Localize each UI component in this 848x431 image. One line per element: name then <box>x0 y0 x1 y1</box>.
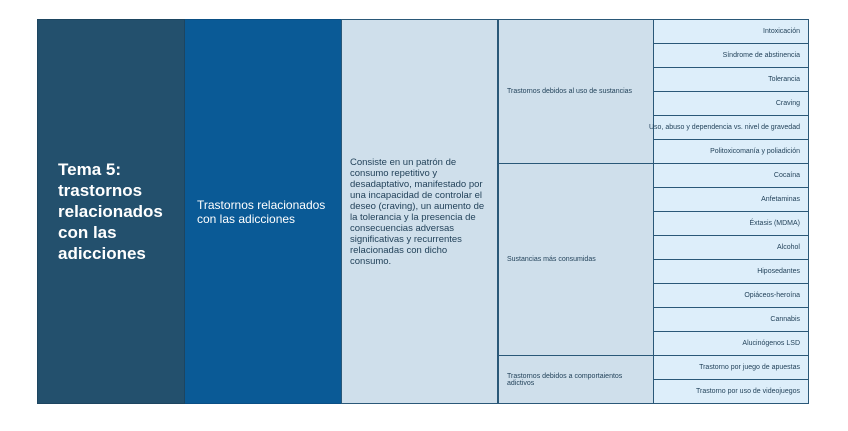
item-label: Trastorno por juego de apuestas <box>699 364 800 371</box>
item-box <box>649 115 809 140</box>
item-label: Opiáceos-heroína <box>744 292 800 299</box>
subtopic-box <box>185 19 341 404</box>
item-label: Cannabis <box>770 316 800 323</box>
category-box <box>498 163 654 356</box>
item-label: Intoxicación <box>763 28 800 35</box>
item-label: Cocaína <box>773 172 800 179</box>
category-box <box>498 355 654 404</box>
category-label: Trastornos debidos al uso de sustancias <box>507 88 633 95</box>
item-box <box>653 19 809 44</box>
item-label: Anfetaminas <box>761 196 800 203</box>
item-label: Alcohol <box>777 244 800 251</box>
item-box <box>653 211 809 236</box>
category-box <box>498 19 654 164</box>
item-box <box>653 43 809 68</box>
item-box <box>653 331 809 356</box>
topic-box <box>37 19 185 404</box>
concept-map <box>37 19 809 404</box>
item-label: Uso, abuso y dependencia vs. nivel de gravedad <box>649 124 800 131</box>
category-label: Sustancias más consumidas <box>507 256 596 263</box>
definition-box <box>341 19 498 404</box>
item-label: Trastorno por uso de videojuegos <box>695 388 800 395</box>
topic-title: Tema 5: trastornos relacionados con las adicciones <box>58 160 163 263</box>
item-box <box>653 307 809 332</box>
item-box <box>653 379 809 404</box>
item-box <box>653 187 809 212</box>
item-label: Craving <box>775 100 800 107</box>
item-box <box>653 91 809 116</box>
item-label: Hiposedantes <box>757 268 800 275</box>
item-box <box>653 163 809 188</box>
item-box <box>653 235 809 260</box>
subtopic-title: Trastornos relacionados con las adicciones <box>197 197 326 226</box>
item-label: Síndrome de abstinencia <box>722 52 800 59</box>
item-box <box>653 283 809 308</box>
category-label: Trastornos debidos a comportaientos adictivos <box>507 372 623 387</box>
item-label: Tolerancia <box>768 76 800 83</box>
item-box <box>653 67 809 92</box>
item-box <box>653 355 809 380</box>
item-label: Éxtasis (MDMA) <box>749 220 800 227</box>
definition-text: Consiste en un patrón de consumo repetitivo y desadaptativo, manifestado por una incapacidad de controlar el deseo (craving), un aumento de la tolerancia y la presencia de consecuencias adversas significativas y recurrentes relacionadas con dicho consumo. <box>350 156 485 267</box>
item-box <box>653 139 809 164</box>
item-box <box>653 259 809 284</box>
item-label: Alucinógenos LSD <box>742 340 800 347</box>
item-label: Politoxicomanía y poliadición <box>710 148 800 155</box>
